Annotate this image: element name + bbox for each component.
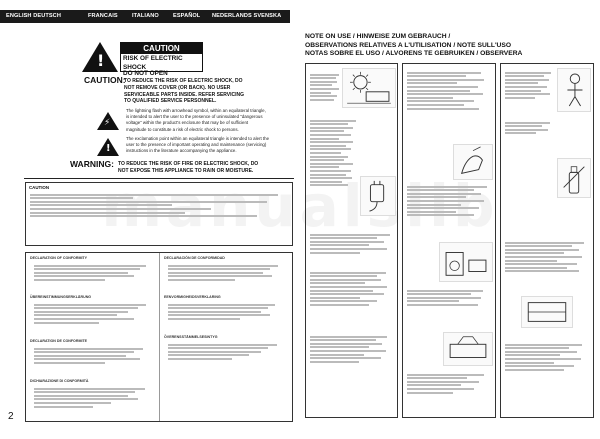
notes-column-3 (500, 63, 594, 418)
lang-english-deutsch: ENGLISH DEUTSCH (6, 13, 61, 19)
lang-francais: FRANCAIS (88, 13, 118, 19)
page-number: 2 (8, 411, 14, 422)
illustration-speaker (439, 242, 493, 282)
power-plug-icon (361, 177, 395, 215)
illustration-plug (360, 176, 396, 216)
illustration-shelf (521, 296, 573, 328)
exclamation-triangle-icon (97, 138, 119, 156)
caution-notes-title: CAUTION (29, 185, 50, 190)
warning-label: WARNING: (70, 159, 114, 169)
caution-notes-box (25, 182, 293, 246)
caution-notes-lines (26, 194, 292, 218)
caution-box (120, 42, 203, 77)
warning-text: TO REDUCE THE RISK OF FIRE OR ELECTRIC SHOCK, DO NOT EXPOSE THIS APPLIANCE TO RAIN OR MOISTURE. (118, 161, 259, 174)
caution-label: CAUTION: (84, 75, 126, 85)
illustration-person (557, 68, 591, 112)
shelf-icon (522, 297, 572, 327)
illustration-spray (557, 158, 591, 198)
lightning-explanation: The lightning flash with arrowhead symbol, within an equilateral triangle, is intended to alert the user to the presence of uninsulated "dangerous voltage" within the product's enclosure that may be of sufficient magnitude to constitute a risk of electric shock to persons. (126, 108, 266, 132)
lang-italiano: ITALIANO (132, 13, 159, 19)
lang-espanol: ESPAÑOL (173, 13, 201, 19)
caution-text: TO REDUCE THE RISK OF ELECTRIC SHOCK, DO NOT REMOVE COVER (OR BACK). NO USER SERVICEABLE PARTS INSIDE. REFER SERVICING TO QUALIFIED SERVICE PERSONNEL. (124, 78, 245, 105)
illustration-box (443, 332, 493, 366)
declarations-right-col: DECLARACIÓN DE CONFORMIDAD EENVORMIGHEIDSVERKLARING ÖVERENSSTÄMMELSESINTYG (160, 253, 292, 421)
right-page-title: NOTE ON USE / HINWEISE ZUM GEBRAUCH / OBSERVATIONS RELATIVES A L'UTILISATION / NOTE SULL'USO NOTAS SOBRE EL USO / ALVORENS TE GEBRUIKEN / OBSERVERA (305, 33, 523, 58)
language-bar (0, 10, 290, 23)
lightning-triangle-icon (97, 112, 119, 130)
declarations-left-col: DECLARATION OF CONFORMITY ÜBEREINSTIMMUNGSERKLÄRUNG DECLARATION DE CONFORMITE DICHIARAZIONE DI CONFORMITÀ (26, 253, 160, 421)
exclamation-explanation: The exclamation point within an equilateral triangle is intended to alert the user to the presence of important operating and maintenance (servicing) instructions in the literature accompanying the appliance. (126, 136, 270, 154)
speaker-icon (440, 243, 492, 281)
heat-sun-icon (343, 69, 395, 107)
device-icon (444, 333, 492, 365)
illustration-heat (342, 68, 396, 108)
warning-triangle-icon (82, 42, 118, 72)
hand-icon (454, 145, 492, 179)
lang-nederlands-svenska: NEDERLANDS SVENSKA (212, 13, 282, 19)
caution-box-line1: RISK OF ELECTRIC SHOCK (123, 55, 183, 71)
notes-column-2 (402, 63, 496, 418)
caution-box-line2: DO NOT OPEN (123, 70, 168, 77)
person-icon (558, 69, 590, 111)
caution-box-title: CAUTION (121, 43, 202, 54)
notes-column-1 (305, 63, 398, 418)
divider (24, 178, 294, 179)
watermark: manualslib (101, 172, 499, 240)
declarations-box (25, 252, 293, 422)
spray-can-icon (558, 159, 590, 197)
illustration-hand (453, 144, 493, 180)
